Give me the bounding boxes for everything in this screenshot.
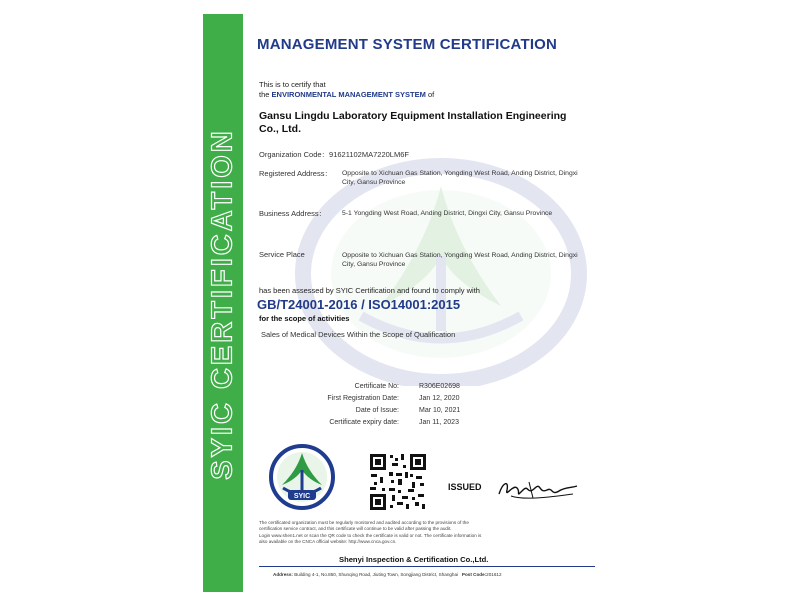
issued-label: ISSUED <box>448 482 482 492</box>
watermark-logo <box>291 156 591 386</box>
certificate-title: MANAGEMENT SYSTEM CERTIFICATION <box>257 36 558 53</box>
signature <box>493 476 581 504</box>
footnote-line-4: also available on the CNCA official website: http://www.cnca.gov.cn. <box>259 539 397 545</box>
side-band-text: SYIC CERTIFICATION <box>206 128 239 480</box>
scope-label: for the scope of activities <box>259 314 350 323</box>
scope-text: Sales of Medical Devices Within the Scope of Qualification <box>261 330 456 339</box>
date-row <box>263 395 463 407</box>
postcode-label: Post Code: <box>461 572 487 577</box>
footer-divider <box>259 566 595 567</box>
logo-text: SYIC <box>293 493 311 500</box>
issuer-name: Shenyi Inspection & Certification Co.,Ltd. <box>339 555 489 564</box>
issue-date-value: Mar 10, 2021 <box>419 407 461 414</box>
footnote-line-2: certification service contract, and this certificate will continue to be valid after passing the audit. <box>259 526 452 532</box>
organization-name: Gansu Lingdu Laboratory Equipment Installation Engineering Co., Ltd. <box>259 110 567 135</box>
footnote-line-1: The certificated organization must be regularly monitored and audited according to the provisions of the <box>259 520 469 525</box>
assessment-text: has been assessed by SYIC Certification and found to comply with <box>259 286 480 295</box>
first-registration-value: Jan 12, 2020 <box>419 395 460 402</box>
certificate-no-value: R306E02698 <box>419 383 460 390</box>
postcode-value: 201612 <box>486 572 502 577</box>
service-place-label: Service Place <box>259 250 305 259</box>
certificate-no-label: Certificate No: <box>354 383 399 390</box>
business-address-label: Business Address： <box>259 209 327 218</box>
intro-line-2 <box>259 90 434 100</box>
business-address-value: 5-1 Yongding West Road, Anding District, Dingxi City, Gansu Province <box>342 210 553 217</box>
issuer-address <box>273 572 502 577</box>
registered-address-label: Registered Address： <box>259 169 332 178</box>
date-row <box>263 383 463 395</box>
side-band <box>203 14 243 592</box>
expiry-date-label: Certificate expiry date: <box>329 419 399 426</box>
organization-code: Organization Code：91621102MA7220LM6F <box>259 150 409 159</box>
expiry-date-value: Jan 11, 2023 <box>419 419 459 426</box>
syic-logo <box>269 444 335 510</box>
address-text: Building 4-1, No.850, Shunqing Road, Jiuting Town, Songjiang District, Shanghai <box>294 572 459 577</box>
certificate-dates <box>263 383 463 431</box>
service-place-value: Opposite to Xichuan Gas Station, Yongding West Road, Anding District, Dingxi City, Gansu Province <box>342 252 578 268</box>
qr-code[interactable] <box>368 452 428 512</box>
footnote <box>259 520 599 546</box>
intro-pre: the <box>259 90 270 99</box>
intro-text <box>259 80 434 100</box>
intro-post: of <box>427 90 435 99</box>
first-registration-label: First Registration Date: <box>327 395 399 402</box>
date-row <box>263 419 463 431</box>
address-label: Address: <box>273 572 293 577</box>
system-name: ENVIRONMENTAL MANAGEMENT SYSTEM <box>271 90 426 99</box>
issue-date-label: Date of Issue: <box>355 407 399 414</box>
standard-code: GB/T24001-2016 / ISO14001:2015 <box>257 297 461 312</box>
footnote-line-3: Login www.shen1.net or scan the QR code to check the certificate is valid or not. The certificate information is <box>259 532 482 538</box>
date-row <box>263 407 463 419</box>
certificate <box>203 14 600 592</box>
intro-line-1: This is to certify that <box>259 80 326 89</box>
registered-address-value: Opposite to Xichuan Gas Station, Yongding West Road, Anding District, Dingxi City, Gansu Province <box>342 170 578 186</box>
